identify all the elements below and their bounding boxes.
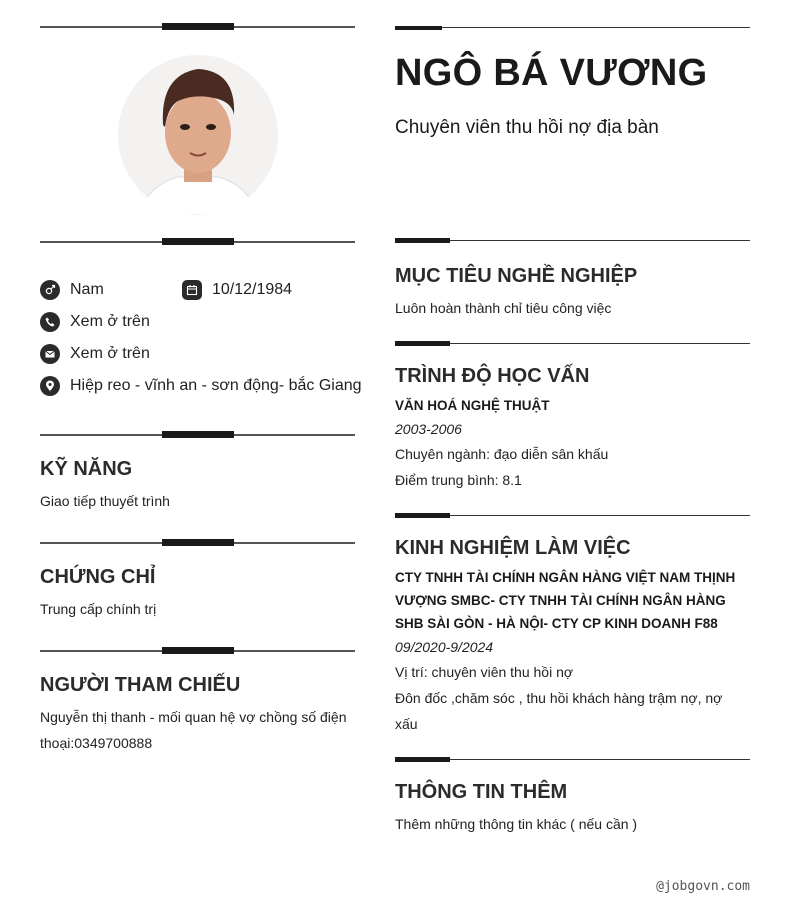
- education-school: VĂN HOÁ NGHỆ THUẬT: [395, 398, 550, 413]
- location-pin-icon: [40, 376, 60, 396]
- gender-row: [40, 280, 104, 300]
- birthday-value: 10/12/1984: [212, 281, 293, 298]
- experience-desc-line-1: Đôn đốc ,chăm sóc , thu hồi khách hàng trậm nợ, nợ: [395, 690, 723, 706]
- experience-company-line-1: CTY TNHH TÀI CHÍNH NGÂN HÀNG VIỆT NAM THỊNH: [395, 570, 736, 585]
- left-divider-certificates: [40, 542, 355, 544]
- right-divider-education: [395, 343, 750, 344]
- mail-icon: [40, 344, 60, 364]
- skills-content: Giao tiếp thuyết trình: [40, 493, 170, 509]
- left-divider-references: [40, 650, 355, 652]
- avatar: [118, 55, 278, 215]
- left-divider-profile: [40, 241, 355, 243]
- job-title: Chuyên viên thu hồi nợ địa bàn: [395, 117, 659, 138]
- education-period: 2003-2006: [395, 421, 462, 437]
- address-row: [40, 376, 362, 396]
- certificates-title: CHỨNG CHỈ: [40, 566, 156, 588]
- skills-title: KỸ NĂNG: [40, 458, 133, 480]
- gender-icon: [40, 280, 60, 300]
- right-divider-additional: [395, 759, 750, 760]
- calendar-icon: [182, 280, 202, 300]
- objective-content: Luôn hoàn thành chỉ tiêu công việc: [395, 300, 612, 316]
- education-gpa: Điểm trung bình: 8.1: [395, 472, 522, 488]
- email-row: [40, 344, 150, 364]
- birthday-row: [182, 280, 292, 300]
- experience-company-line-3: SHB SÀI GÒN - HÀ NỘI- CTY CP KINH DOANH F88: [395, 616, 718, 631]
- experience-position: Vị trí: chuyên viên thu hồi nợ: [395, 664, 574, 680]
- education-title: TRÌNH ĐỘ HỌC VẤN: [395, 365, 590, 387]
- experience-desc-line-2: xấu: [395, 716, 418, 732]
- experience-company-line-2: VƯỢNG SMBC- CTY TNHH TÀI CHÍNH NGÂN HÀNG: [395, 593, 726, 608]
- certificates-content: Trung cấp chính trị: [40, 601, 157, 617]
- additional-title: THÔNG TIN THÊM: [395, 781, 568, 803]
- references-line-2: thoại:0349700888: [40, 735, 153, 751]
- references-line-1: Nguyễn thị thanh - mối quan hệ vợ chồng số điện: [40, 709, 347, 725]
- candidate-name: NGÔ BÁ VƯƠNG: [395, 52, 708, 94]
- footer-watermark: @jobgovn.com: [656, 879, 750, 894]
- right-divider-experience: [395, 515, 750, 516]
- phone-icon: [40, 312, 60, 332]
- left-divider-top: [40, 26, 355, 28]
- objective-title: MỤC TIÊU NGHỀ NGHIỆP: [395, 265, 638, 287]
- left-divider-skills: [40, 434, 355, 436]
- right-divider-top: [395, 27, 750, 28]
- email-value: Xem ở trên: [70, 345, 150, 362]
- experience-title: KINH NGHIỆM LÀM VIỆC: [395, 537, 631, 559]
- phone-row: [40, 312, 150, 332]
- right-divider-objective: [395, 240, 750, 241]
- additional-content: Thêm những thông tin khác ( nếu cần ): [395, 816, 638, 832]
- address-value: Hiệp reo - vĩnh an - sơn động- bắc Giang: [70, 377, 362, 394]
- experience-period: 09/2020-9/2024: [395, 639, 494, 655]
- phone-value: Xem ở trên: [70, 313, 150, 330]
- gender-value: Nam: [70, 281, 104, 298]
- education-major: Chuyên ngành: đạo diễn sân khấu: [395, 446, 609, 462]
- references-title: NGƯỜI THAM CHIẾU: [40, 674, 241, 696]
